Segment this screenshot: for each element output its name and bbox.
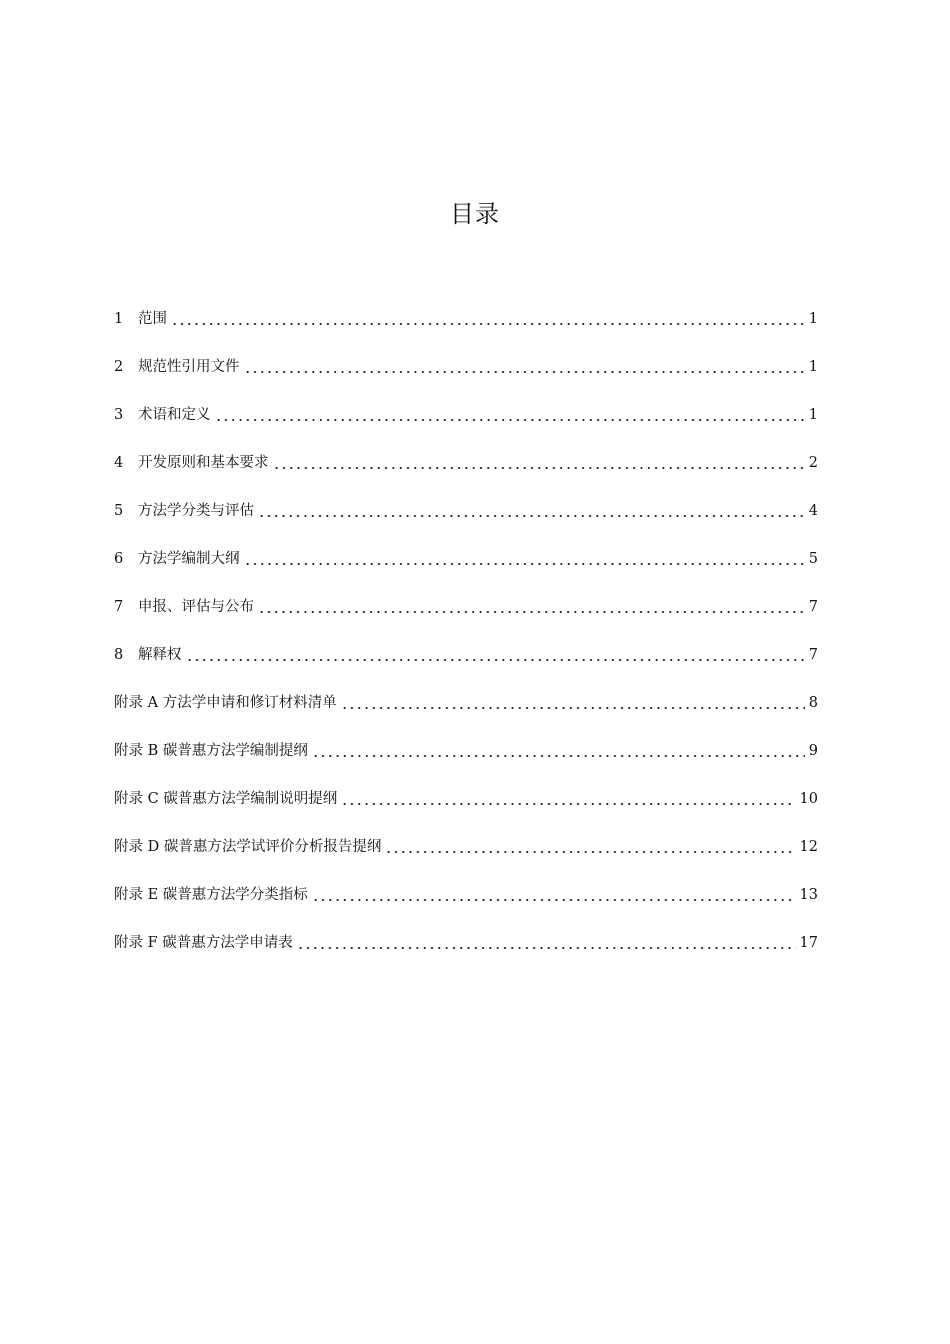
toc-entry-title: 术语和定义 [138,407,211,423]
toc-entry-page: 5 [808,551,818,567]
toc-entry-appendix-e[interactable] [114,883,818,907]
toc-leader-dots [297,947,796,949]
toc-entry-title: 附录 A 方法学申请和修订材料清单 [114,695,337,711]
toc-entry-title: 规范性引用文件 [138,359,240,375]
toc-entry-title: 解释权 [138,647,182,663]
toc-entry-page: 8 [808,695,818,711]
toc-entry-page: 7 [808,647,818,663]
toc-entry-page: 17 [799,935,818,951]
page-title: 目录 [450,200,500,228]
toc-leader-dots [171,323,805,325]
toc-entry-appendix-f[interactable] [114,931,818,955]
toc-leader-dots [312,755,805,757]
toc-entry-number: 8 [114,647,124,663]
toc-entry-5[interactable] [114,499,818,523]
toc-entry-page: 1 [808,359,818,375]
toc-entry-title: 附录 B 碳普惠方法学编制提纲 [114,743,308,759]
toc-entry-page: 4 [808,503,818,519]
toc-entry-title: 方法学编制大纲 [138,551,240,567]
toc-entry-1[interactable] [114,307,818,331]
toc-entry-3[interactable] [114,403,818,427]
toc-entry-title: 方法学分类与评估 [138,503,254,519]
toc-leader-dots [273,467,805,469]
toc-entry-page: 12 [799,839,818,855]
toc-entry-6[interactable] [114,547,818,571]
toc-entry-title: 申报、评估与公布 [138,599,254,615]
toc-entry-number: 6 [114,551,124,567]
toc-entry-title: 附录 E 碳普惠方法学分类指标 [114,887,308,903]
toc-entry-number: 3 [114,407,124,423]
toc-entry-page: 1 [808,407,818,423]
toc-leader-dots [312,899,796,901]
toc-entry-2[interactable] [114,355,818,379]
toc-leader-dots [186,659,805,661]
toc-entry-appendix-a[interactable] [114,691,818,715]
toc-entry-appendix-b[interactable] [114,739,818,763]
toc-entry-appendix-c[interactable] [114,787,818,811]
toc-entry-4[interactable] [114,451,818,475]
toc-entry-number: 1 [114,311,124,327]
toc-entry-title: 范围 [138,311,167,327]
toc-entry-page: 2 [808,455,818,471]
toc-leader-dots [258,611,805,613]
table-of-contents [114,307,818,979]
toc-leader-dots [244,563,805,565]
toc-leader-dots [258,515,805,517]
toc-entry-title: 开发原则和基本要求 [138,455,269,471]
toc-entry-page: 1 [808,311,818,327]
toc-entry-title: 附录 C 碳普惠方法学编制说明提纲 [114,791,338,807]
toc-entry-page: 9 [808,743,818,759]
toc-entry-page: 13 [799,887,818,903]
toc-entry-title: 附录 D 碳普惠方法学试评价分析报告提纲 [114,839,382,855]
toc-entry-number: 7 [114,599,124,615]
toc-entry-page: 10 [799,791,818,807]
toc-entry-page: 7 [808,599,818,615]
toc-entry-number: 5 [114,503,124,519]
toc-entry-title: 附录 F 碳普惠方法学申请表 [114,935,293,951]
toc-leader-dots [341,707,805,709]
toc-leader-dots [244,371,805,373]
toc-leader-dots [385,851,795,853]
toc-entry-7[interactable] [114,595,818,619]
toc-entry-appendix-d[interactable] [114,835,818,859]
toc-leader-dots [215,419,805,421]
toc-entry-number: 2 [114,359,124,375]
toc-entry-number: 4 [114,455,124,471]
toc-entry-8[interactable] [114,643,818,667]
toc-leader-dots [341,803,795,805]
